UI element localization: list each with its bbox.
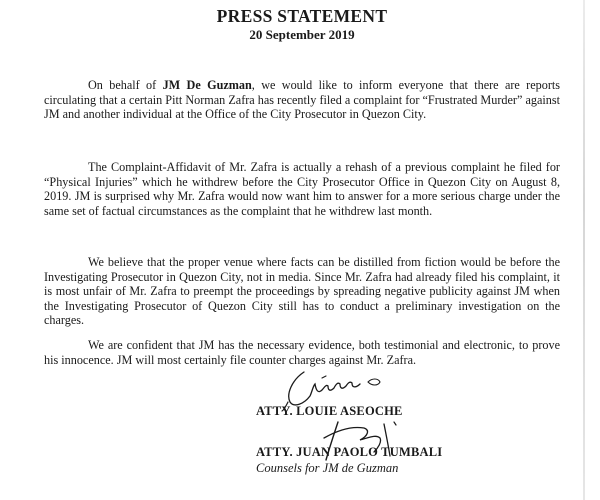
paragraph-4: We are confident that JM has the necessary evidence, both testimonial and electronic, to prove his innocence. JM will most certainly file counter charges against Mr. Zafra. (44, 338, 560, 367)
signatory-role: Counsels for JM de Guzman (256, 461, 399, 475)
page-edge (583, 0, 585, 500)
paragraph-1-lead: On behalf of (88, 78, 163, 92)
paragraph-3: We believe that the proper venue where facts can be distilled from fiction would be before the Investigating Prosecutor in Quezon City, not in media. Since Mr. Zafra had already filed his complaint, it is most unfair of Mr. Zafra to preempt the proceedings by spreading negative publicity against JM when the Investigating Prosecutor of Quezon City still has to conduct a preliminary investigation on the charges. (44, 255, 560, 328)
signatory-2-name: ATTY. JUAN PAOLO TUMBALI (256, 445, 443, 459)
signatory-1-name: ATTY. LOUIE ASEOCHE (256, 404, 403, 418)
paragraph-2: The Complaint-Affidavit of Mr. Zafra is actually a rehash of a previous complaint he filed for “Physical Injuries” which he withdrew before the City Prosecutor Office in Quezon City on August 8, 2019. JM is surprised why Mr. Zafra would now want him to answer for a more serious charge under the same set of factual circumstances as the complaint that he withdrew last month. (44, 160, 560, 218)
client-name: JM De Guzman (162, 78, 252, 92)
paragraph-1-body: , we would like to inform everyone that there are reports circulating that a certain Pitt Norman Zafra has recently filed a complaint for “Frustrated Murder” against JM and another individual at the Office of the City Prosecutor in Quezon City. (44, 78, 561, 122)
document-title: PRESS STATEMENT (216, 6, 388, 26)
paragraph-1 (44, 78, 560, 122)
document-date: 20 September 2019 (249, 27, 355, 42)
